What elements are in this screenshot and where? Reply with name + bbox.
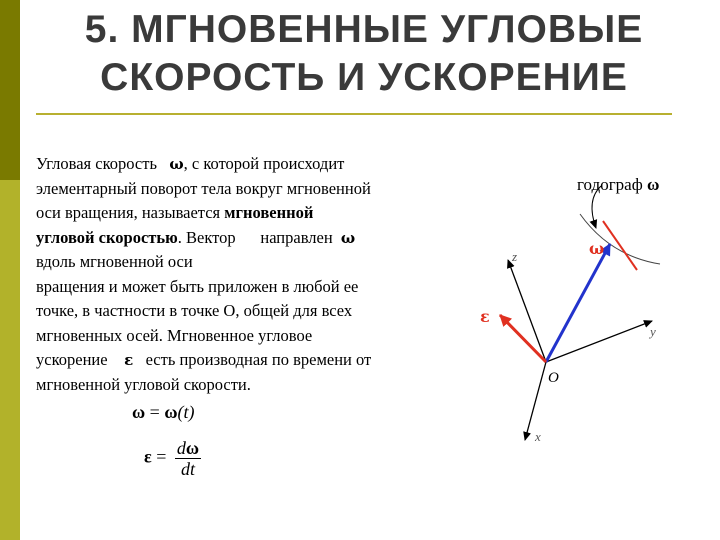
axis-y-line [546,321,652,362]
text-line-5: вдоль мгновенной оси [36,252,193,271]
text-fragment: ускорение [36,350,108,369]
text-line-8: мгновенных осей. Мгновенное угловое [36,325,313,345]
omega-symbol: ω [340,228,356,247]
formula-lhs: ω [132,402,146,422]
formula-fraction [175,438,201,479]
text-line-10: мгновенной угловой скорости. [36,374,251,394]
title-divider [36,113,672,115]
text-line-2: элементарный поворот тела вокруг мгновенной [36,178,371,198]
formula-equals: = [156,446,167,467]
epsilon-vector-arrow [500,315,546,362]
title-line-2: СКОРОСТЬ И УСКОРЕНИЕ [100,56,628,99]
axis-x-label: x [535,429,541,444]
text-fragment: оси вращения, называется [36,203,225,222]
omega-symbol: ω [169,155,184,173]
sidebar-decoration [0,0,20,540]
kinematics-diagram [460,160,700,460]
fraction-numerator: dω [176,438,200,458]
text-fragment: . Вектор [177,227,236,247]
title-line-1: 5. МГНОВЕННЫЕ УГЛОВЫЕ [84,8,644,51]
omega-vector-label: ω [589,239,605,258]
formula-equals: = [149,402,160,422]
text-line-4 [36,226,456,251]
text-line-7: точке, в частности в точке О, общей для всех [36,301,353,320]
body-paragraph [36,152,456,397]
formula-omega-of-t [132,402,195,423]
hodograph-label: годограф ω [577,175,660,194]
text-fragment: , с которой происходит [183,154,345,173]
text-line-9 [36,348,456,373]
sidebar-top-block [0,0,20,180]
formula-rhs-argument: (t) [177,402,195,422]
text-fragment: есть производная по времени от [145,350,372,369]
formula-rhs-symbol: ω [164,402,178,422]
fraction-denominator: dt [180,459,195,479]
text-line-3 [36,201,456,226]
sidebar-bottom-block [0,180,20,540]
slide-title [28,6,700,102]
bold-term: угловой скоростью [36,227,178,247]
text-line-6: вращения и может быть приложен в любой ее [36,276,359,296]
text-fragment: Угловая скорость [36,154,157,173]
axis-z-label: z [512,249,518,264]
axis-z-line [508,260,546,362]
axis-y-label: y [650,324,656,339]
formula-lhs: ε [144,446,152,467]
omega-vector-arrow [546,244,610,362]
text-line-1 [36,152,456,177]
epsilon-vector-label: ε [480,307,490,326]
bold-term: мгновенной [224,203,314,222]
origin-label: O [548,370,559,386]
text-fragment: направлен [260,227,333,247]
epsilon-symbol: ε [124,351,134,369]
formula-epsilon-derivative [144,438,201,479]
